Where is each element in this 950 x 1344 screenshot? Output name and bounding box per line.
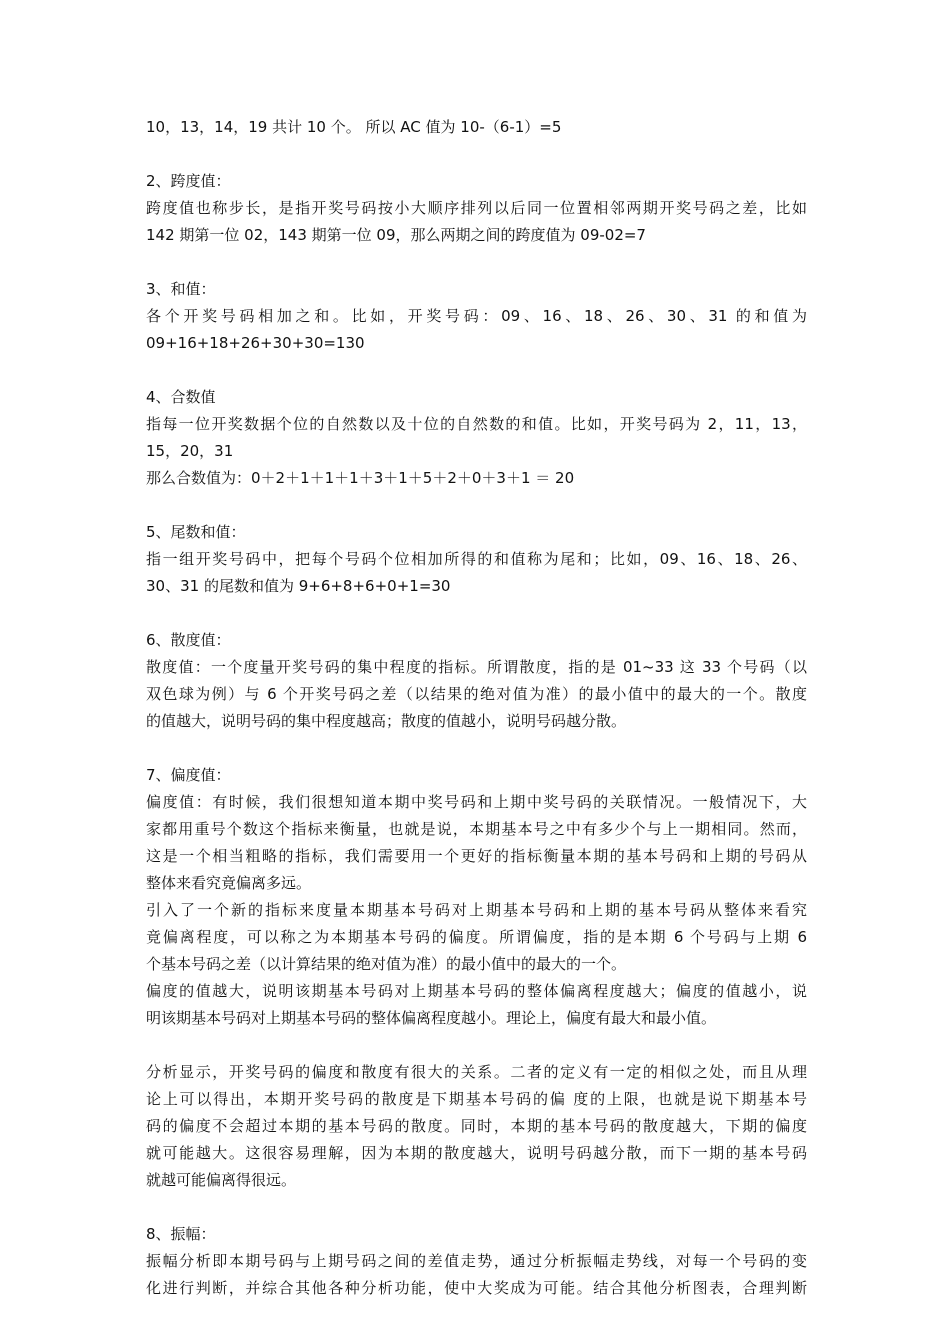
paragraph-line: 各个开奖号码相加之和。比如，开奖号码：09、16、18、26、30、31 的和值为 — [146, 307, 807, 325]
paragraph-line: 15，20，31 — [146, 442, 234, 460]
ac-value-line: 10，13，14，19 共计 10 个。 所以 AC 值为 10-（6-1）=5 — [146, 118, 562, 136]
paragraph-line: 竟偏离程度，可以称之为本期基本号码的偏度。所谓偏度，指的是本期 6 个号码与上期 6 — [146, 928, 807, 946]
paragraph-line: 指每一位开奖数据个位的自然数以及十位的自然数的和值。比如，开奖号码为 2，11，13， — [146, 415, 807, 433]
paragraph-line: 家都用重号个数这个指标来衡量，也就是说，本期基本号之中有多少个与上一期相同。然而， — [146, 820, 807, 838]
paragraph-line: 就越可能偏离得很远。 — [146, 1171, 297, 1189]
paragraph-line: 化进行判断，并综合其他各种分析功能，使中大奖成为可能。结合其他分析图表，合理判断 — [146, 1279, 807, 1297]
paragraph-line: 论上可以得出，本期开奖号码的散度是下期基本号码的偏 度的上限，也就是说下期基本号 — [146, 1090, 807, 1108]
paragraph-line: 引入了一个新的指标来度量本期基本号码对上期基本号码和上期的基本号码从整体来看究 — [146, 901, 807, 919]
section-heading-composite: 4、合数值 — [146, 388, 216, 406]
paragraph-line: 跨度值也称步长，是指开奖号码按小大顺序排列以后同一位置相邻两期开奖号码之差，比如 — [146, 199, 807, 217]
paragraph-line: 双色球为例）与 6 个开奖号码之差（以结果的绝对值为准）的最小值中的最大的一个。散度 — [146, 685, 807, 703]
paragraph-line: 码的偏度不会超过本期的基本号码的散度。同时，本期的基本号码的散度越大，下期的偏度 — [146, 1117, 807, 1135]
paragraph-line: 指一组开奖号码中，把每个号码个位相加所得的和值称为尾和；比如，09、16、18、26、 — [146, 550, 807, 568]
section-heading-sum: 3、和值： — [146, 280, 216, 298]
paragraph-line: 142 期第一位 02，143 期第一位 09，那么两期之间的跨度值为 09-02=7 — [146, 226, 646, 244]
section-heading-span: 2、跨度值： — [146, 172, 231, 190]
paragraph-line: 的值越大，说明号码的集中程度越高；散度的值越小，说明号码越分散。 — [146, 712, 627, 730]
section-heading-amplitude: 8、振幅： — [146, 1225, 216, 1243]
paragraph-line: 个基本号码之差（以计算结果的绝对值为准）的最小值中的最大的一个。 — [146, 955, 627, 973]
paragraph-line: 整体来看究竟偏离多远。 — [146, 874, 312, 892]
paragraph-line: 09+16+18+26+30+30=130 — [146, 334, 365, 352]
paragraph-line: 散度值：一个度量开奖号码的集中程度的指标。所谓散度，指的是 01~33 这 33 个号码（以 — [146, 658, 807, 676]
paragraph-line: 明该期基本号码对上期基本号码的整体偏离程度越小。理论上，偏度有最大和最小值。 — [146, 1009, 717, 1027]
paragraph-line: 30、31 的尾数和值为 9+6+8+6+0+1=30 — [146, 577, 451, 595]
paragraph-line: 这是一个相当粗略的指标，我们需要用一个更好的指标衡量本期的基本号码和上期的号码从 — [146, 847, 807, 865]
section-heading-skew: 7、偏度值： — [146, 766, 231, 784]
paragraph-line: 那么合数值为：0＋2＋1＋1＋1＋3＋1＋5＋2＋0＋3＋1 ＝ 20 — [146, 469, 575, 487]
paragraph-line: 振幅分析即本期号码与上期号码之间的差值走势，通过分析振幅走势线，对每一个号码的变 — [146, 1252, 807, 1270]
paragraph-line: 偏度值：有时候，我们很想知道本期中奖号码和上期中奖号码的关联情况。一般情况下，大 — [146, 793, 807, 811]
section-heading-tail-sum: 5、尾数和值： — [146, 523, 246, 541]
paragraph-line: 就可能越大。这很容易理解，因为本期的散度越大，说明号码越分散，而下一期的基本号码 — [146, 1144, 807, 1162]
section-heading-dispersion: 6、散度值： — [146, 631, 231, 649]
paragraph-line: 偏度的值越大，说明该期基本号码对上期基本号码的整体偏离程度越大；偏度的值越小，说 — [146, 982, 807, 1000]
paragraph-line: 分析显示，开奖号码的偏度和散度有很大的关系。二者的定义有一定的相似之处，而且从理 — [146, 1063, 807, 1081]
